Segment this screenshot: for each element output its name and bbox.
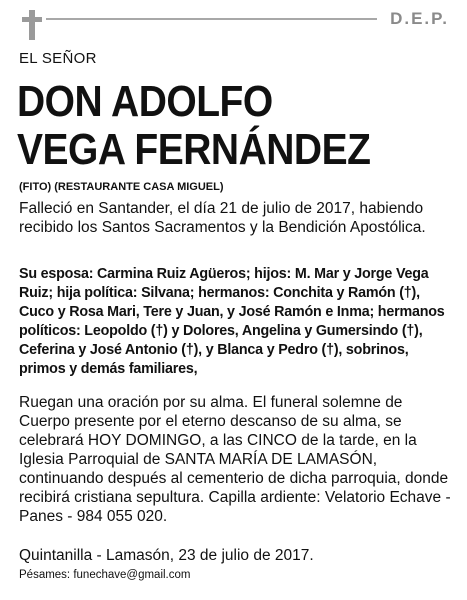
place-date: Quintanilla - Lamasón, 23 de julio de 2017. [19,547,314,564]
latin-cross-icon [22,10,42,40]
condolences-email: Pésames: funechave@gmail.com [19,569,191,581]
header-rule [46,18,377,20]
dep-label: D.E.P. [390,9,449,28]
family-paragraph: Su esposa: Carmina Ruiz Agüeros; hijos: M. Mar y Jorge Vega Ruiz; hija política: Silvana; hermanos: Conchita y Ramón (†), Cuco y Rosa Mari, Tere y Juan, y José Ramón e Inma; hermanos políticos: Leopoldo (†) y Dolores, Angelina y Gumersindo (†), Ceferina y José Antonio (†), y Blanca y Pedro (†), sobrinos, primos y demás familiares, [19,266,445,377]
deceased-name-line-2: VEGA FERNÁNDEZ [17,125,371,174]
title-prefix: EL SEÑOR [19,50,97,67]
death-paragraph: Falleció en Santander, el día 21 de julio de 2017, habiendo recibido los Santos Sacramentos y la Bendición Apostólica. [19,200,426,236]
funeral-paragraph: Ruegan una oración por su alma. El funeral solemne de Cuerpo presente por el eterno descanso de su alma, se celebrará HOY DOMINGO, a las CINCO de la tarde, en la Iglesia Parroquial de SANTA MARÍA DE LAMASÓN, continuando después al cementerio de dicha parroquia, donde recibirá cristiana sepultura. Capilla ardiente: Velatorio Echave - Panes - 984 055 020. [19,394,451,525]
deceased-name-line-1: DON ADOLFO [17,77,273,126]
deceased-alias: (FITO) (RESTAURANTE CASA MIGUEL) [19,181,224,193]
